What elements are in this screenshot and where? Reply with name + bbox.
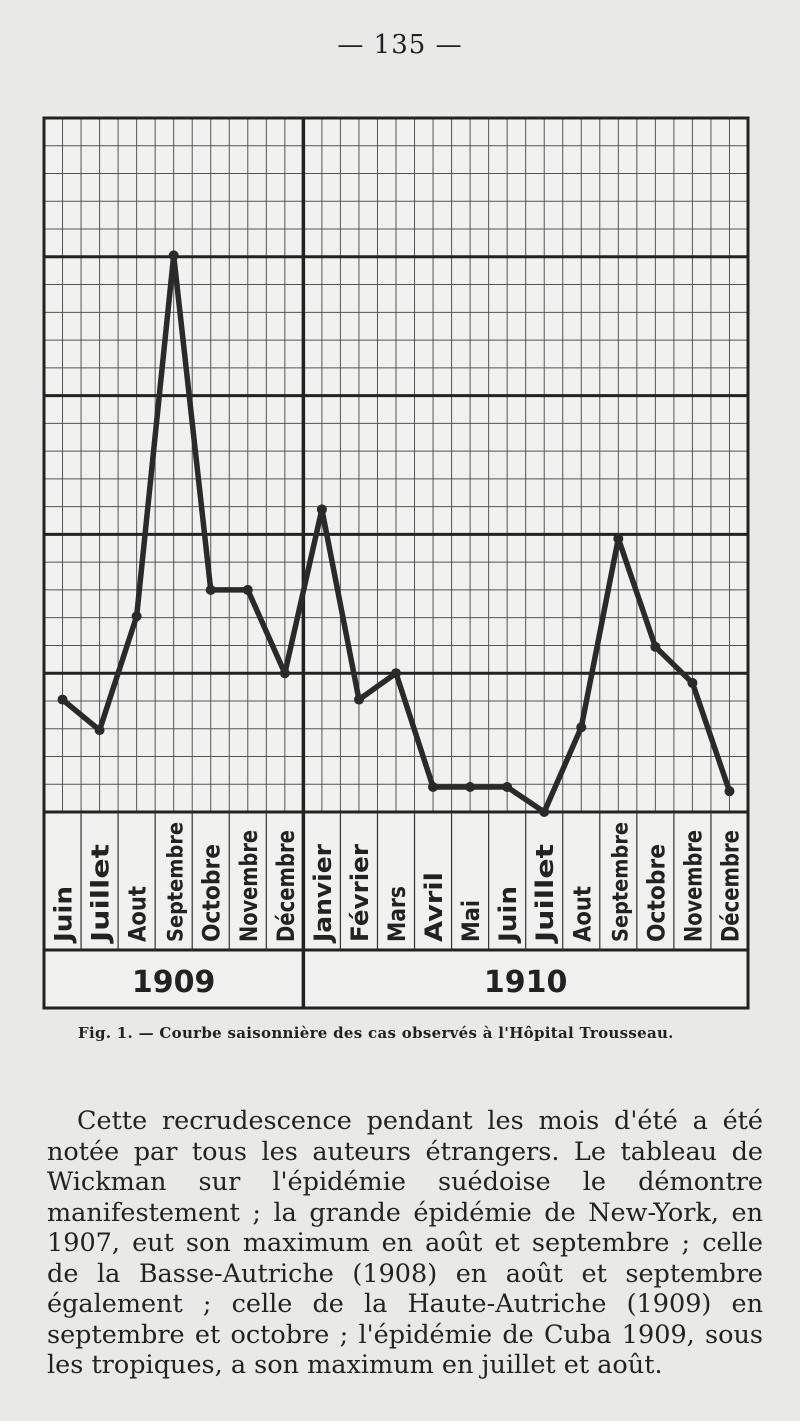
body-paragraph: Cette recrudescence pendant les mois d'été a été notée par tous les auteurs étrangers. Le tableau de Wickman sur l'épidémie suédoise le démontre manifestement ; la grande épidémie de New-York, en 1907, eut son maximum en août et septembre ; celle de la Basse-Autriche (1908) en août et septembre également ; celle de la Haute-Autriche (1909) en septembre et octobre ; l'épidémie de Cuba 1909, sous les tropiques, a son maximum en juillet et août. (47, 1106, 763, 1380)
month-label: Janvier (308, 847, 337, 942)
data-point (576, 722, 586, 732)
data-point (687, 678, 697, 688)
data-point (354, 695, 364, 705)
data-point (132, 611, 142, 621)
data-point (95, 725, 105, 735)
data-point (428, 782, 438, 792)
month-label: Septembre (608, 811, 633, 942)
year-label: 1910 (483, 965, 568, 1000)
data-point (539, 807, 549, 817)
month-label: Juin (49, 890, 78, 942)
body-text (47, 1106, 763, 1381)
month-label: Avril (420, 880, 449, 942)
data-point (724, 786, 734, 796)
data-point (206, 585, 216, 595)
figure-caption-prefix: Fig. 1. (78, 1024, 134, 1042)
month-label: Octobre (197, 834, 226, 942)
data-point (317, 504, 327, 514)
data-point (650, 642, 660, 652)
data-point (613, 534, 623, 544)
month-label: Septembre (163, 811, 188, 942)
month-label: Novembre (234, 803, 263, 942)
year-label: 1909 (131, 965, 216, 1000)
figure-caption (78, 1024, 758, 1042)
figure-caption-text: — Courbe saisonnière des cas observés à l'Hôpital Trousseau. (138, 1024, 674, 1042)
data-point (169, 250, 179, 260)
month-label: Aout (123, 878, 152, 942)
month-label: Décembre (271, 804, 300, 942)
data-point (280, 668, 290, 678)
month-label: Novembre (679, 803, 708, 942)
month-label: Juillet (86, 863, 115, 942)
month-label: Juin (494, 890, 523, 942)
month-label: Octobre (642, 834, 671, 942)
data-point (391, 668, 401, 678)
month-label: Aout (568, 878, 597, 942)
page-number: — 135 — (337, 30, 463, 60)
month-label: Mai (457, 893, 486, 942)
data-point (465, 782, 475, 792)
month-label: Février (345, 846, 374, 942)
month-label: Décembre (716, 804, 745, 942)
month-label: Juillet (531, 863, 560, 942)
data-point (243, 585, 253, 595)
data-point (502, 782, 512, 792)
month-label: Mars (383, 875, 411, 942)
data-point (58, 695, 68, 705)
